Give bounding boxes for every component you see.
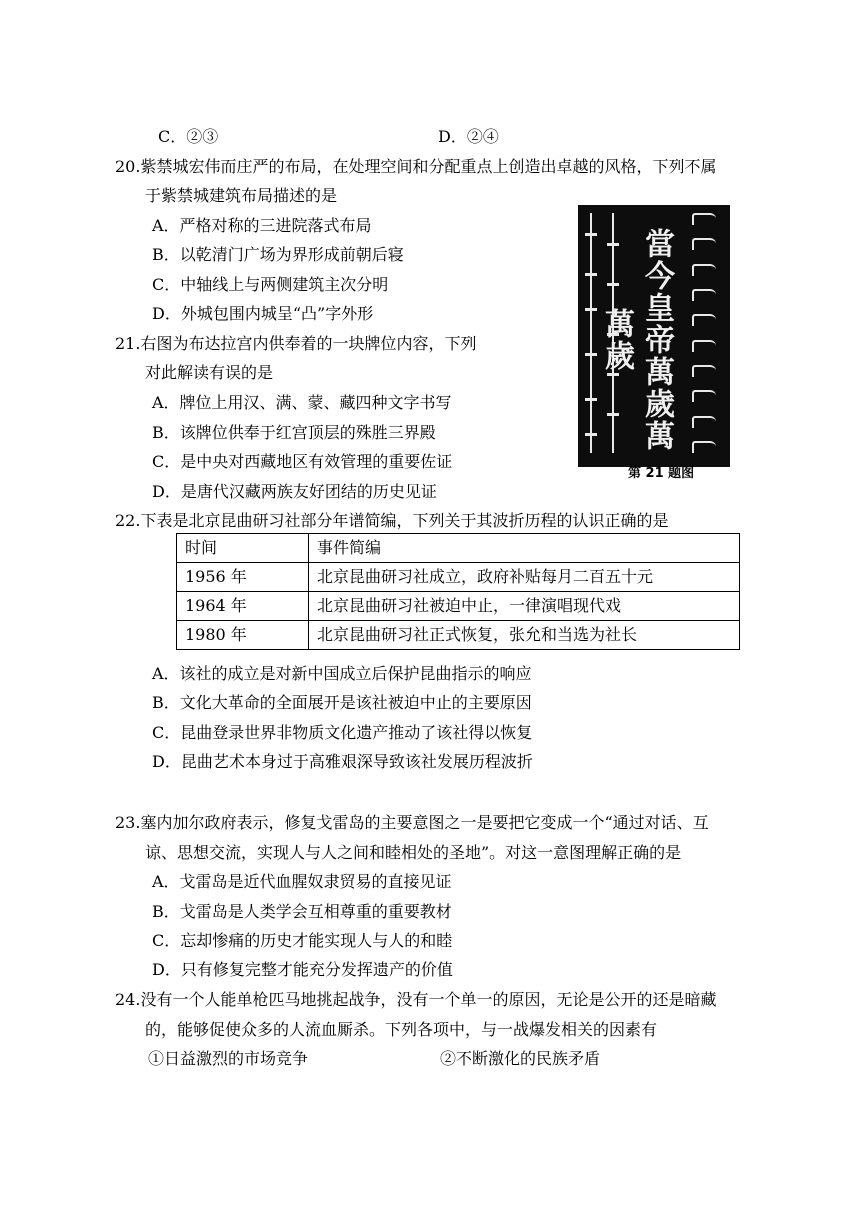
q22-table — [176, 533, 740, 650]
q23-option-a: A．戈雷岛是近代血腥奴隶贸易的直接见证 — [152, 872, 452, 891]
q24-item-1: ①日益激烈的市场竞争 — [148, 1049, 309, 1068]
q20-option-c: C．中轴线上与两侧建筑主次分明 — [152, 275, 389, 294]
q24-stem-line1: 24.没有一个人能单枪匹马地挑起战争，没有一个单一的原因，无论是公开的还是暗藏 — [115, 990, 717, 1009]
table-row — [177, 592, 740, 621]
table-row — [177, 621, 740, 650]
q22-option-a: A．该社的成立是对新中国成立后保护昆曲指示的响应 — [152, 664, 532, 683]
q21-stem-line2: 对此解读有误的是 — [145, 363, 274, 382]
q23-stem-line1: 23.塞内加尔政府表示，修复戈雷岛的主要意图之一是要把它变成一个“通过对话、互 — [115, 813, 709, 832]
q20-stem-line1: 20.紫禁城宏伟而庄严的布局，在处理空间和分配重点上创造出卓越的风格，下列不属 — [115, 157, 717, 176]
table-cell-year: 1956 年 — [177, 563, 309, 592]
figure-caption: 第 21 题图 — [628, 466, 695, 481]
table-cell-event: 北京昆曲研习社被迫中止，一律演唱现代戏 — [309, 592, 740, 621]
plaque-figure — [578, 205, 730, 467]
q20-stem-line2: 于紫禁城建筑布局描述的是 — [145, 186, 338, 205]
option-c-prev: C．②③ — [158, 127, 219, 146]
q22-stem: 22.下表是北京昆曲研习社部分年谱简编，下列关于其波折历程的认识正确的是 — [115, 511, 669, 530]
table-cell-year: 1964 年 — [177, 592, 309, 621]
q23-option-b: B．戈雷岛是人类学会互相尊重的重要教材 — [152, 902, 452, 921]
q23-option-d: D．只有修复完整才能充分发挥遗产的价值 — [152, 960, 453, 979]
q23-stem-line2: 谅、思想交流，实现人与人之间和睦相处的圣地”。对这一意图理解正确的是 — [145, 843, 682, 862]
q21-option-b: B．该牌位供奉于红宫顶层的殊胜三界殿 — [152, 423, 436, 442]
q22-option-d: D．昆曲艺术本身过于高雅艰深导致该社发展历程波折 — [152, 752, 533, 771]
table-header-row — [177, 534, 740, 563]
q21-option-c: C．是中央对西藏地区有效管理的重要佐证 — [152, 452, 453, 471]
q22-option-c: C．昆曲登录世界非物质文化遗产推动了该社得以恢复 — [152, 723, 533, 742]
q20-option-d: D．外城包围内城呈“凸”字外形 — [152, 304, 374, 323]
table-cell-event: 北京昆曲研习社正式恢复，张允和当选为社长 — [309, 621, 740, 650]
q24-item-2: ②不断激化的民族矛盾 — [440, 1049, 601, 1068]
q20-option-b: B．以乾清门广场为界形成前朝后寝 — [152, 245, 404, 264]
table-header-event: 事件简编 — [309, 534, 740, 563]
q23-option-c: C．忘却惨痛的历史才能实现人与人的和睦 — [152, 931, 453, 950]
q20-option-a: A．严格对称的三进院落式布局 — [152, 216, 372, 235]
q21-stem-line1: 21.右图为布达拉宫内供奉着的一块牌位内容，下列 — [115, 334, 477, 353]
q21-option-a: A．牌位上用汉、满、蒙、藏四种文字书写 — [152, 393, 452, 412]
chinese-text-column: 當今皇帝萬歲萬萬歲 — [599, 228, 674, 452]
table-cell-year: 1980 年 — [177, 621, 309, 650]
table-row — [177, 563, 740, 592]
tibetan-script-column — [692, 213, 722, 453]
q22-option-b: B．文化大革命的全面展开是该社被迫中止的主要原因 — [152, 693, 532, 712]
q24-stem-line2: 的，能够促使众多的人流血厮杀。下列各项中，与一战爆发相关的因素有 — [145, 1020, 658, 1039]
table-header-time: 时间 — [177, 534, 309, 563]
table-cell-event: 北京昆曲研习社成立，政府补贴每月二百五十元 — [309, 563, 740, 592]
option-d-prev: D．②④ — [438, 127, 499, 146]
q21-option-d: D．是唐代汉藏两族友好团结的历史见证 — [152, 482, 437, 501]
